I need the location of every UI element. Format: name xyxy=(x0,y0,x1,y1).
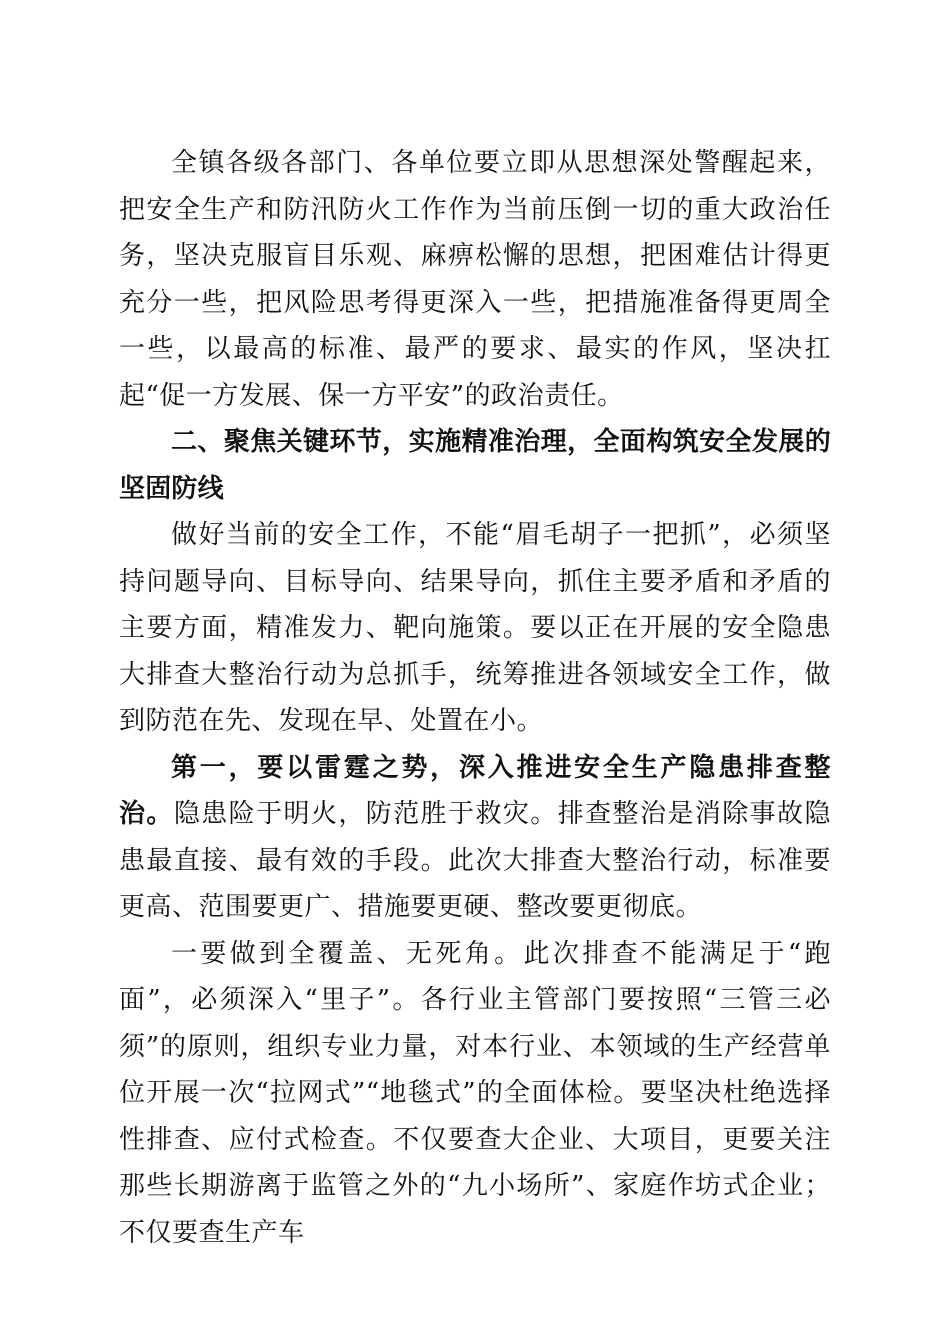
paragraph-3-lead: 第一，要以雷霆之势，深入推进安全生产隐患排查整治。 xyxy=(119,752,831,829)
paragraph-1: 全镇各级各部门、各单位要立即从思想深处警醒起来，把安全生产和防汛防火工作作为当前压倒一切的重大政治任务，坚决克服盲目乐观、麻痹松懈的思想，把困难估计得更充分一些，把风险思考得更深入一些，把措施准备得更周全一些，以最高的标准、最严的要求、最实的作风，坚决扛起“促一方发展、保一方平安”的政治责任。 xyxy=(119,148,831,411)
paragraph-3 xyxy=(119,745,831,931)
section-heading-2: 二、聚焦关键环节，实施精准治理，全面构筑安全发展的坚固防线 xyxy=(119,427,831,504)
paragraph-3-text: 隐患险于明火，防范胜于救灾。排查整治是消除事故隐患最直接、最有效的手段。此次大排查大整治行动，标准要更高、范围要更广、措施要更硬、整改要更彻底。 xyxy=(119,799,831,922)
document-body xyxy=(119,140,831,1256)
paragraph-2: 做好当前的安全工作，不能“眉毛胡子一把抓”，必须坚持问题导向、目标导向、结果导向，抓住主要矛盾和矛盾的主要方面，精准发力、靶向施策。要以正在开展的安全隐患大排查大整治行动为总抓手，统筹推进各领域安全工作，做到防范在先、发现在早、处置在小。 xyxy=(119,520,831,736)
paragraph-4: 一要做到全覆盖、无死角。此次排查不能满足于“跑面”，必须深入“里子”。各行业主管部门要按照“三管三必须”的原则，组织专业力量，对本行业、本领域的生产经营单位开展一次“拉网式”“地毯式”的全面体检。要坚决杜绝选择性排查、应付式检查。不仅要查大企业、大项目，更要关注那些长期游离于监管之外的“九小场所”、家庭作坊式企业；不仅要查生产车 xyxy=(119,938,831,1248)
